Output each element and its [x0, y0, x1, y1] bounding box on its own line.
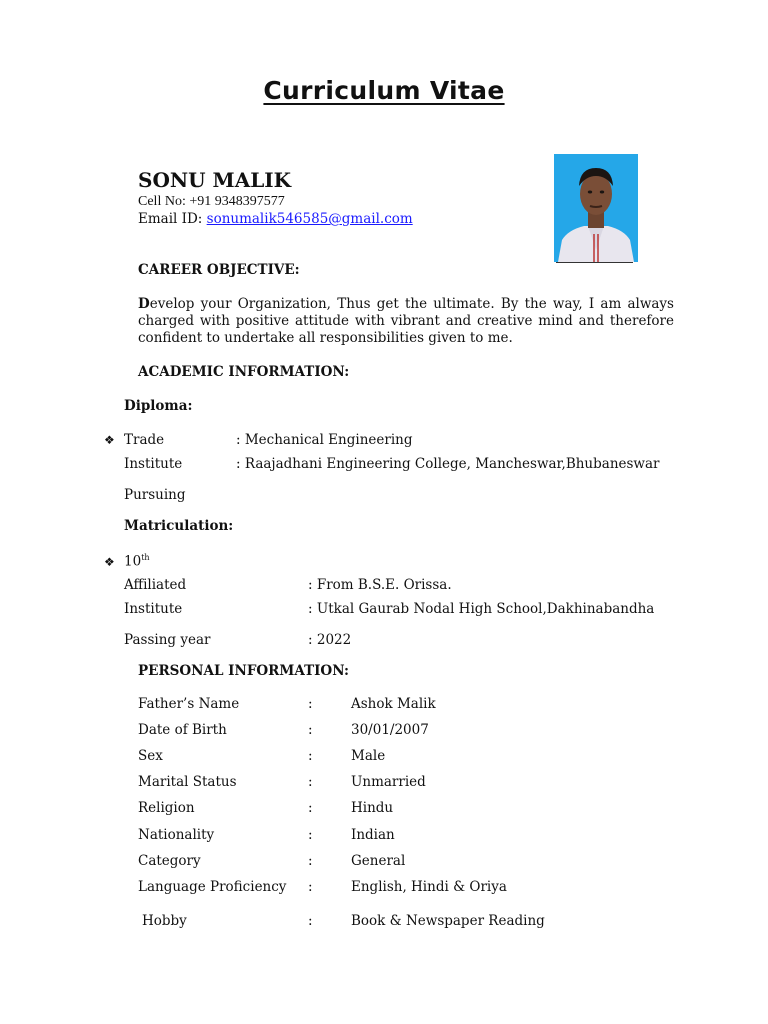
email-line	[138, 211, 413, 227]
row-colon: :	[308, 800, 313, 816]
dob-label: Date of Birth	[138, 722, 227, 738]
class-level	[124, 553, 150, 570]
candidate-name: SONU MALIK	[138, 168, 292, 192]
religion-value: Hindu	[351, 800, 394, 816]
trade-label: Trade	[124, 432, 165, 448]
objective-body: evelop your Organization, Thus get the ultimate. By the way, I am always charged with positive attitude with vibrant and creative mind and therefore confident to undertake all responsibilities given to me.	[138, 296, 674, 346]
matric-institute-label: Institute	[124, 601, 183, 617]
hobby-value: Book & Newspaper Reading	[351, 913, 545, 929]
diploma-heading: Diploma:	[124, 398, 193, 414]
career-objective-text	[138, 296, 674, 347]
person-photo-icon	[554, 154, 638, 262]
trade-value: : Mechanical Engineering	[236, 432, 413, 448]
fathers-name-label: Father’s Name	[138, 696, 240, 712]
matric-institute-value: : Utkal Gaurab Nodal High School,Dakhinabandha	[308, 601, 655, 617]
hobby-label: Hobby	[142, 913, 187, 929]
row-colon: :	[308, 748, 313, 764]
cell-value: +91 9348397577	[189, 194, 285, 209]
passing-colon: :	[308, 632, 313, 648]
passing-year-label: Passing year	[124, 632, 211, 648]
fathers-name-value: Ashok Malik	[351, 696, 436, 712]
institute-value: : Raajadhani Engineering College, Mancheswar,Bhubaneswar	[236, 456, 660, 472]
language-label: Language Proficiency	[138, 879, 287, 895]
category-label: Category	[138, 853, 201, 869]
row-colon: :	[308, 722, 313, 738]
photo-underline	[556, 262, 633, 263]
career-objective-heading: CAREER OBJECTIVE:	[138, 262, 300, 278]
diamond-bullet-icon: ❖	[104, 433, 115, 447]
academic-heading: ACADEMIC INFORMATION:	[138, 364, 350, 380]
matriculation-heading: Matriculation:	[124, 518, 234, 534]
email-link[interactable]: sonumalik546585@gmail.com	[206, 211, 413, 227]
row-colon: :	[308, 879, 313, 895]
cell-label: Cell No:	[138, 194, 186, 209]
institute-label: Institute	[124, 456, 183, 472]
row-colon: :	[308, 853, 313, 869]
row-colon: :	[308, 696, 313, 712]
row-colon: :	[308, 774, 313, 790]
passing-year-value: 2022	[316, 632, 352, 648]
diamond-bullet-icon: ❖	[104, 555, 115, 569]
class-suffix: th	[141, 553, 150, 562]
row-colon: :	[308, 913, 313, 929]
language-value: English, Hindi & Oriya	[351, 879, 507, 895]
row-colon: :	[308, 827, 313, 843]
objective-first-letter: D	[138, 296, 150, 312]
email-label: Email ID:	[138, 211, 203, 227]
religion-label: Religion	[138, 800, 195, 816]
cell-number-line	[138, 194, 285, 210]
personal-heading: PERSONAL INFORMATION:	[138, 663, 350, 679]
marital-status-label: Marital Status	[138, 774, 237, 790]
sex-label: Sex	[138, 748, 163, 764]
pursuing-text: Pursuing	[124, 487, 186, 503]
affiliated-label: Affiliated	[124, 577, 187, 593]
photo-illustration	[554, 154, 638, 262]
passing-year-line	[308, 632, 351, 648]
document-title: Curriculum Vitae	[263, 76, 505, 105]
class-number: 10	[124, 553, 142, 570]
sex-value: Male	[351, 748, 386, 764]
category-value: General	[351, 853, 406, 869]
nationality-label: Nationality	[138, 827, 215, 843]
marital-status-value: Unmarried	[351, 774, 426, 790]
affiliated-value: : From B.S.E. Orissa.	[308, 577, 452, 593]
nationality-value: Indian	[351, 827, 395, 843]
dob-value: 30/01/2007	[351, 722, 429, 738]
